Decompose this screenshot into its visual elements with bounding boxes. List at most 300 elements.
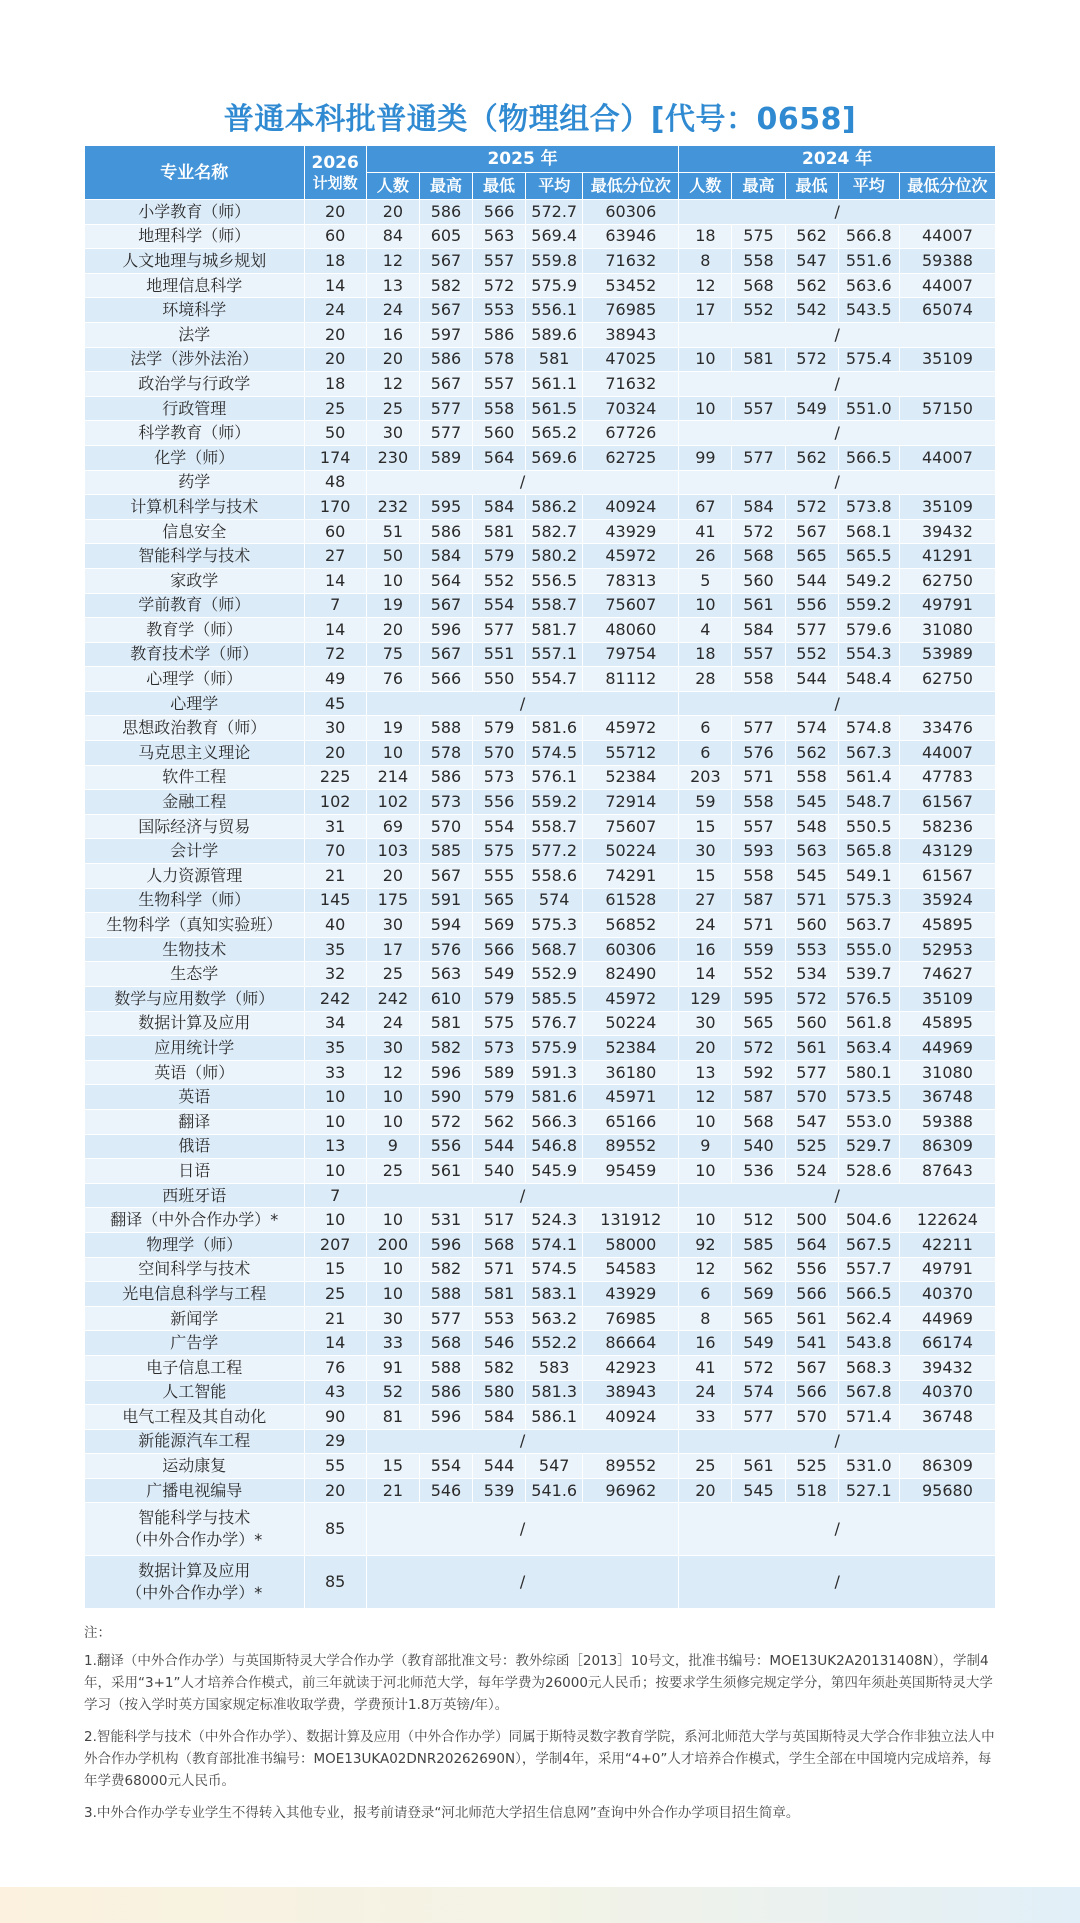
table-row bbox=[85, 642, 996, 667]
score-cell: 568 bbox=[732, 1109, 785, 1134]
score-cell: 17 bbox=[679, 298, 732, 323]
header-col: 人数 bbox=[679, 173, 732, 200]
major-name-cell: 国际经济与贸易 bbox=[85, 814, 305, 839]
header-col: 最低分位次 bbox=[583, 173, 679, 200]
score-cell: 610 bbox=[419, 987, 472, 1012]
score-cell: 579 bbox=[473, 987, 526, 1012]
plan-cell: 70 bbox=[304, 839, 366, 864]
note-item: 3.中外合作办学专业学生不得转入其他专业，报考前请登录“河北师范大学招生信息网”查询中外合作办学项目招生简章。 bbox=[84, 1805, 800, 1821]
score-cell: 40370 bbox=[899, 1282, 995, 1307]
score-cell: 25 bbox=[366, 396, 419, 421]
score-cell: 72914 bbox=[583, 790, 679, 815]
plan-cell: 170 bbox=[304, 495, 366, 520]
plan-cell: 33 bbox=[304, 1060, 366, 1085]
table-row bbox=[85, 249, 996, 274]
plan-cell: 21 bbox=[304, 864, 366, 889]
score-cell: 6 bbox=[679, 716, 732, 741]
plan-cell: 14 bbox=[304, 273, 366, 298]
score-cell: 30 bbox=[679, 839, 732, 864]
plan-cell: 20 bbox=[304, 1478, 366, 1503]
score-cell: 6 bbox=[679, 741, 732, 766]
score-cell: 565.8 bbox=[838, 839, 899, 864]
score-cell: 556 bbox=[473, 790, 526, 815]
score-cell: 21 bbox=[366, 1478, 419, 1503]
score-cell: 15 bbox=[679, 814, 732, 839]
score-cell: 517 bbox=[473, 1208, 526, 1233]
score-cell: 531.0 bbox=[838, 1454, 899, 1479]
score-cell: 95680 bbox=[899, 1478, 995, 1503]
no-data-cell: / bbox=[366, 1556, 679, 1609]
score-cell: 575 bbox=[473, 839, 526, 864]
score-cell: 10 bbox=[366, 1282, 419, 1307]
score-cell: 10 bbox=[679, 396, 732, 421]
score-cell: 565 bbox=[785, 544, 838, 569]
score-cell: 534 bbox=[785, 962, 838, 987]
score-cell: 566 bbox=[473, 200, 526, 225]
major-name-cell: 政治学与行政学 bbox=[85, 372, 305, 397]
score-cell: 575.3 bbox=[838, 888, 899, 913]
score-cell: 588 bbox=[419, 1282, 472, 1307]
score-cell: 566 bbox=[785, 1380, 838, 1405]
score-cell: 566 bbox=[473, 937, 526, 962]
score-cell: 551 bbox=[473, 642, 526, 667]
score-cell: 20 bbox=[679, 1036, 732, 1061]
score-cell: 584 bbox=[419, 544, 472, 569]
score-cell: 40924 bbox=[583, 1405, 679, 1430]
score-cell: 58000 bbox=[583, 1232, 679, 1257]
score-cell: 43929 bbox=[583, 519, 679, 544]
score-cell: 581 bbox=[473, 1282, 526, 1307]
score-cell: 36748 bbox=[899, 1085, 995, 1110]
score-cell: 12 bbox=[679, 273, 732, 298]
major-name-cell: 英语 bbox=[85, 1085, 305, 1110]
score-cell: 552 bbox=[732, 298, 785, 323]
score-cell: 525 bbox=[785, 1454, 838, 1479]
score-cell: 540 bbox=[473, 1159, 526, 1184]
score-cell: 574.8 bbox=[838, 716, 899, 741]
score-cell: 86664 bbox=[583, 1331, 679, 1356]
plan-cell: 35 bbox=[304, 1036, 366, 1061]
score-cell: 230 bbox=[366, 445, 419, 470]
plan-cell: 145 bbox=[304, 888, 366, 913]
score-cell: 16 bbox=[679, 937, 732, 962]
header-col: 最高 bbox=[732, 173, 785, 200]
table-row bbox=[85, 1429, 996, 1454]
score-cell: 581 bbox=[473, 519, 526, 544]
score-cell: 540 bbox=[732, 1134, 785, 1159]
score-cell: 586 bbox=[473, 322, 526, 347]
major-name-cell bbox=[85, 1556, 305, 1609]
score-cell: 541 bbox=[785, 1331, 838, 1356]
plan-cell: 24 bbox=[304, 298, 366, 323]
plan-cell: 10 bbox=[304, 1159, 366, 1184]
score-cell: 572 bbox=[785, 987, 838, 1012]
plan-cell: 225 bbox=[304, 765, 366, 790]
score-cell: 591 bbox=[419, 888, 472, 913]
major-name-cell: 化学（师） bbox=[85, 445, 305, 470]
score-cell: 581.6 bbox=[526, 1085, 583, 1110]
no-data-cell: / bbox=[679, 1429, 996, 1454]
score-cell: 589 bbox=[473, 1060, 526, 1085]
major-name-cell: 智能科学与技术 bbox=[85, 544, 305, 569]
score-cell: 577 bbox=[419, 1306, 472, 1331]
score-cell: 67726 bbox=[583, 421, 679, 446]
table-row bbox=[85, 913, 996, 938]
score-cell: 30 bbox=[679, 1011, 732, 1036]
score-cell: 560 bbox=[732, 568, 785, 593]
score-cell: 10 bbox=[366, 568, 419, 593]
score-cell: 585 bbox=[732, 1232, 785, 1257]
score-cell: 577 bbox=[732, 716, 785, 741]
score-cell: 18 bbox=[679, 224, 732, 249]
table-row bbox=[85, 716, 996, 741]
bottom-decor-band bbox=[0, 1887, 1080, 1923]
score-cell: 558 bbox=[732, 249, 785, 274]
score-cell: 53989 bbox=[899, 642, 995, 667]
plan-cell: 14 bbox=[304, 568, 366, 593]
table-row bbox=[85, 273, 996, 298]
score-cell: 576 bbox=[732, 741, 785, 766]
score-cell: 562 bbox=[732, 1257, 785, 1282]
score-cell: 61528 bbox=[583, 888, 679, 913]
score-cell: 45895 bbox=[899, 913, 995, 938]
score-cell: 24 bbox=[366, 298, 419, 323]
major-name-cell: 广播电视编导 bbox=[85, 1478, 305, 1503]
score-cell: 588 bbox=[419, 716, 472, 741]
score-cell: 557 bbox=[732, 814, 785, 839]
score-cell: 576.7 bbox=[526, 1011, 583, 1036]
score-cell: 40370 bbox=[899, 1380, 995, 1405]
score-cell: 578 bbox=[419, 741, 472, 766]
major-name-cell: 生态学 bbox=[85, 962, 305, 987]
score-cell: 42923 bbox=[583, 1355, 679, 1380]
major-name-cell: 人工智能 bbox=[85, 1380, 305, 1405]
table-row bbox=[85, 765, 996, 790]
score-cell: 19 bbox=[366, 716, 419, 741]
table-row bbox=[85, 1109, 996, 1134]
score-cell: 551.0 bbox=[838, 396, 899, 421]
plan-cell: 72 bbox=[304, 642, 366, 667]
plan-cell: 76 bbox=[304, 1355, 366, 1380]
score-cell: 544 bbox=[785, 568, 838, 593]
score-cell: 565 bbox=[473, 888, 526, 913]
score-cell: 576 bbox=[419, 937, 472, 962]
score-cell: 45972 bbox=[583, 987, 679, 1012]
score-cell: 78313 bbox=[583, 568, 679, 593]
plan-cell: 55 bbox=[304, 1454, 366, 1479]
score-cell: 584 bbox=[732, 618, 785, 643]
score-cell: 38943 bbox=[583, 322, 679, 347]
plan-cell: 43 bbox=[304, 1380, 366, 1405]
score-cell: 566.5 bbox=[838, 1282, 899, 1307]
table-row bbox=[85, 937, 996, 962]
score-cell: 558 bbox=[732, 790, 785, 815]
score-cell: 25 bbox=[366, 1159, 419, 1184]
score-cell: 587 bbox=[732, 1085, 785, 1110]
score-cell: 567.3 bbox=[838, 741, 899, 766]
score-cell: 556 bbox=[419, 1134, 472, 1159]
score-cell: 575.9 bbox=[526, 1036, 583, 1061]
score-cell: 545 bbox=[732, 1478, 785, 1503]
score-cell: 518 bbox=[785, 1478, 838, 1503]
score-cell: 553 bbox=[473, 298, 526, 323]
score-cell: 49791 bbox=[899, 593, 995, 618]
score-cell: 568 bbox=[732, 273, 785, 298]
score-cell: 566.8 bbox=[838, 224, 899, 249]
score-cell: 16 bbox=[679, 1331, 732, 1356]
score-cell: 586 bbox=[419, 1380, 472, 1405]
score-cell: 10 bbox=[679, 593, 732, 618]
score-cell: 554.3 bbox=[838, 642, 899, 667]
score-cell: 10 bbox=[679, 1208, 732, 1233]
score-cell: 62750 bbox=[899, 667, 995, 692]
score-cell: 548 bbox=[785, 814, 838, 839]
major-name-cell: 电子信息工程 bbox=[85, 1355, 305, 1380]
plan-cell: 30 bbox=[304, 716, 366, 741]
score-cell: 572 bbox=[785, 495, 838, 520]
score-cell: 92 bbox=[679, 1232, 732, 1257]
score-cell: 61567 bbox=[899, 864, 995, 889]
score-cell: 10 bbox=[366, 1257, 419, 1282]
score-cell: 527.1 bbox=[838, 1478, 899, 1503]
table-row bbox=[85, 372, 996, 397]
score-cell: 562.4 bbox=[838, 1306, 899, 1331]
score-cell: 547 bbox=[526, 1454, 583, 1479]
table-row bbox=[85, 470, 996, 495]
score-cell: 566 bbox=[785, 1282, 838, 1307]
score-cell: 214 bbox=[366, 765, 419, 790]
table-row bbox=[85, 544, 996, 569]
score-cell: 36180 bbox=[583, 1060, 679, 1085]
score-cell: 44969 bbox=[899, 1306, 995, 1331]
major-name-cell: 金融工程 bbox=[85, 790, 305, 815]
score-cell: 571 bbox=[473, 1257, 526, 1282]
plan-cell: 20 bbox=[304, 200, 366, 225]
header-year-2025: 2025 年 bbox=[366, 146, 679, 173]
score-cell: 572 bbox=[473, 273, 526, 298]
score-cell: 562 bbox=[785, 224, 838, 249]
score-cell: 43129 bbox=[899, 839, 995, 864]
table-row bbox=[85, 1380, 996, 1405]
score-cell: 580.1 bbox=[838, 1060, 899, 1085]
score-cell: 24 bbox=[679, 1380, 732, 1405]
score-cell: 74627 bbox=[899, 962, 995, 987]
score-cell: 62750 bbox=[899, 568, 995, 593]
score-cell: 577.2 bbox=[526, 839, 583, 864]
major-name-cell: 教育技术学（师） bbox=[85, 642, 305, 667]
plan-cell: 60 bbox=[304, 224, 366, 249]
score-cell: 59 bbox=[679, 790, 732, 815]
score-cell: 75607 bbox=[583, 593, 679, 618]
score-cell: 33 bbox=[366, 1331, 419, 1356]
major-name-cell: 数学与应用数学（师） bbox=[85, 987, 305, 1012]
score-cell: 597 bbox=[419, 322, 472, 347]
score-cell: 45971 bbox=[583, 1085, 679, 1110]
score-cell: 585 bbox=[419, 839, 472, 864]
table-row bbox=[85, 495, 996, 520]
score-cell: 586 bbox=[419, 200, 472, 225]
score-cell: 569 bbox=[732, 1282, 785, 1307]
score-cell: 13 bbox=[679, 1060, 732, 1085]
plan-cell: 13 bbox=[304, 1134, 366, 1159]
score-cell: 16 bbox=[366, 322, 419, 347]
score-cell: 60306 bbox=[583, 937, 679, 962]
header-col: 人数 bbox=[366, 173, 419, 200]
score-cell: 549 bbox=[785, 396, 838, 421]
score-cell: 575 bbox=[732, 224, 785, 249]
score-cell: 563.4 bbox=[838, 1036, 899, 1061]
score-cell: 555 bbox=[473, 864, 526, 889]
score-cell: 24 bbox=[366, 1011, 419, 1036]
score-cell: 577 bbox=[473, 618, 526, 643]
score-cell: 577 bbox=[785, 618, 838, 643]
score-cell: 563 bbox=[785, 839, 838, 864]
score-cell: 581.7 bbox=[526, 618, 583, 643]
table-row bbox=[85, 1011, 996, 1036]
major-name-cell: 人力资源管理 bbox=[85, 864, 305, 889]
no-data-cell: / bbox=[679, 470, 996, 495]
score-cell: 596 bbox=[419, 1405, 472, 1430]
score-cell: 556 bbox=[785, 1257, 838, 1282]
score-cell: 45972 bbox=[583, 716, 679, 741]
score-cell: 45895 bbox=[899, 1011, 995, 1036]
score-cell: 545.9 bbox=[526, 1159, 583, 1184]
score-cell: 50224 bbox=[583, 1011, 679, 1036]
score-cell: 573 bbox=[473, 1036, 526, 1061]
major-name-cell: 家政学 bbox=[85, 568, 305, 593]
score-cell: 86309 bbox=[899, 1134, 995, 1159]
score-cell: 81 bbox=[366, 1405, 419, 1430]
score-cell: 12 bbox=[366, 1060, 419, 1085]
score-cell: 561.5 bbox=[526, 396, 583, 421]
no-data-cell: / bbox=[366, 1183, 679, 1208]
score-cell: 20 bbox=[366, 347, 419, 372]
score-cell: 30 bbox=[366, 1036, 419, 1061]
score-cell: 583.1 bbox=[526, 1282, 583, 1307]
major-name-cell: 新能源汽车工程 bbox=[85, 1429, 305, 1454]
plan-cell: 40 bbox=[304, 913, 366, 938]
score-cell: 573.8 bbox=[838, 495, 899, 520]
table-row bbox=[85, 1503, 996, 1556]
score-cell: 568.7 bbox=[526, 937, 583, 962]
score-cell: 35109 bbox=[899, 987, 995, 1012]
score-cell: 200 bbox=[366, 1232, 419, 1257]
score-cell: 74291 bbox=[583, 864, 679, 889]
score-cell: 573 bbox=[473, 765, 526, 790]
plan-cell: 21 bbox=[304, 1306, 366, 1331]
major-name-cell: 地理科学（师） bbox=[85, 224, 305, 249]
score-cell: 15 bbox=[679, 864, 732, 889]
score-cell: 44007 bbox=[899, 224, 995, 249]
table-row bbox=[85, 839, 996, 864]
major-name-cell bbox=[85, 1503, 305, 1556]
score-cell: 547 bbox=[785, 1109, 838, 1134]
score-cell: 10 bbox=[679, 347, 732, 372]
score-cell: 572 bbox=[732, 519, 785, 544]
score-cell: 585.5 bbox=[526, 987, 583, 1012]
score-cell: 546.8 bbox=[526, 1134, 583, 1159]
score-cell: 581.6 bbox=[526, 716, 583, 741]
score-cell: 571 bbox=[732, 913, 785, 938]
no-data-cell: / bbox=[679, 1556, 996, 1609]
plan-cell: 15 bbox=[304, 1257, 366, 1282]
score-cell: 33476 bbox=[899, 716, 995, 741]
no-data-cell: / bbox=[679, 1503, 996, 1556]
score-cell: 577 bbox=[732, 1405, 785, 1430]
major-name-cell: 环境科学 bbox=[85, 298, 305, 323]
score-cell: 541.6 bbox=[526, 1478, 583, 1503]
score-cell: 577 bbox=[419, 421, 472, 446]
score-cell: 129 bbox=[679, 987, 732, 1012]
table-row bbox=[85, 814, 996, 839]
score-cell: 96962 bbox=[583, 1478, 679, 1503]
score-cell: 44969 bbox=[899, 1036, 995, 1061]
score-cell: 558 bbox=[785, 765, 838, 790]
score-cell: 577 bbox=[419, 396, 472, 421]
score-cell: 86309 bbox=[899, 1454, 995, 1479]
score-cell: 552.2 bbox=[526, 1331, 583, 1356]
score-cell: 586 bbox=[419, 347, 472, 372]
score-cell: 58236 bbox=[899, 814, 995, 839]
score-cell: 583 bbox=[526, 1355, 583, 1380]
score-cell: 43929 bbox=[583, 1282, 679, 1307]
major-name-cell: 西班牙语 bbox=[85, 1183, 305, 1208]
table-row bbox=[85, 1232, 996, 1257]
table-row bbox=[85, 1159, 996, 1184]
score-cell: 41 bbox=[679, 1355, 732, 1380]
score-cell: 576.1 bbox=[526, 765, 583, 790]
major-name-cell: 学前教育（师） bbox=[85, 593, 305, 618]
table-row bbox=[85, 962, 996, 987]
table-row bbox=[85, 1355, 996, 1380]
score-cell: 582 bbox=[419, 273, 472, 298]
score-cell: 577 bbox=[732, 445, 785, 470]
table-row bbox=[85, 1282, 996, 1307]
no-data-cell: / bbox=[366, 1429, 679, 1454]
no-data-cell: / bbox=[366, 691, 679, 716]
score-cell: 592 bbox=[732, 1060, 785, 1085]
score-cell: 57150 bbox=[899, 396, 995, 421]
score-cell: 575.3 bbox=[526, 913, 583, 938]
major-name-cell: 马克思主义理论 bbox=[85, 741, 305, 766]
score-cell: 563 bbox=[473, 224, 526, 249]
score-cell: 35109 bbox=[899, 495, 995, 520]
score-cell: 9 bbox=[366, 1134, 419, 1159]
score-cell: 20 bbox=[366, 200, 419, 225]
score-cell: 556 bbox=[785, 593, 838, 618]
table-row bbox=[85, 691, 996, 716]
score-cell: 175 bbox=[366, 888, 419, 913]
score-cell: 529.7 bbox=[838, 1134, 899, 1159]
score-cell: 561.4 bbox=[838, 765, 899, 790]
table-row bbox=[85, 445, 996, 470]
score-cell: 562 bbox=[785, 445, 838, 470]
score-cell: 566 bbox=[419, 667, 472, 692]
score-cell: 549.2 bbox=[838, 568, 899, 593]
score-cell: 39432 bbox=[899, 519, 995, 544]
score-cell: 567 bbox=[419, 298, 472, 323]
score-cell: 89552 bbox=[583, 1454, 679, 1479]
plan-cell: 10 bbox=[304, 1109, 366, 1134]
score-cell: 582 bbox=[419, 1036, 472, 1061]
score-cell: 569.4 bbox=[526, 224, 583, 249]
table-row bbox=[85, 347, 996, 372]
score-cell: 561 bbox=[732, 593, 785, 618]
score-cell: 582 bbox=[473, 1355, 526, 1380]
score-cell: 59388 bbox=[899, 249, 995, 274]
score-cell: 578 bbox=[473, 347, 526, 372]
plan-cell: 7 bbox=[304, 1183, 366, 1208]
